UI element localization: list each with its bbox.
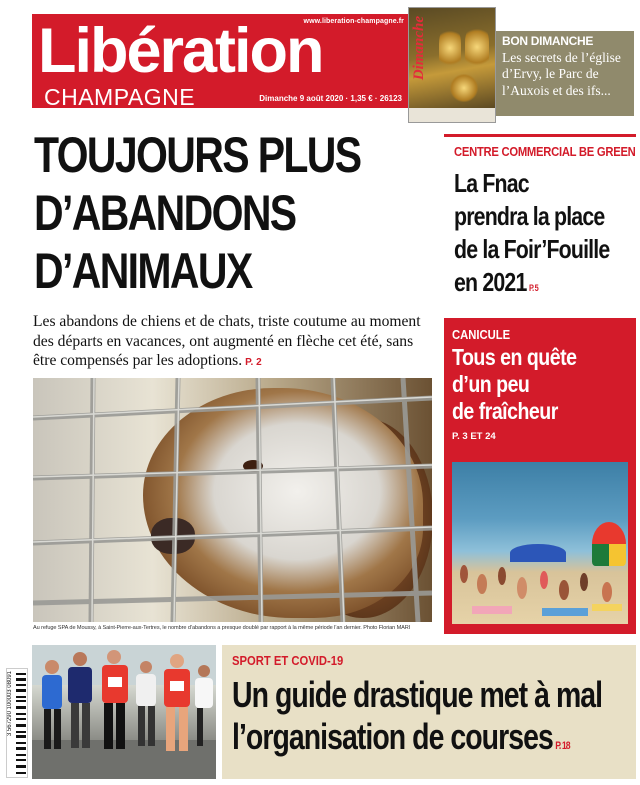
canicule-title-line: de fraîcheur [452, 398, 558, 424]
masthead-logo: Libération [38, 16, 323, 86]
fnac-page-ref[interactable]: P. 5 [528, 283, 538, 293]
sport-page-ref[interactable]: P. 18 [555, 740, 570, 752]
sport-title-line: Un guide drastique met à mal [232, 674, 603, 715]
main-headline-line: TOUJOURS PLUS [34, 127, 361, 183]
fnac-title-line-last [454, 266, 626, 305]
dimanche-logo: Dimanche [411, 16, 427, 81]
bon-dimanche-teaser[interactable] [496, 31, 634, 116]
sport-kicker: SPORT ET COVID-19 [232, 654, 344, 668]
runners-photo [32, 645, 216, 779]
sport-story[interactable] [222, 645, 636, 779]
barcode-number: 3 567290 100003 08091 [7, 671, 13, 737]
sport-title [232, 674, 640, 767]
canicule-title-line: d’un peu [452, 371, 530, 397]
main-headline-line: D’ABANDONS [34, 185, 296, 241]
dimanche-magazine-thumbnail[interactable] [408, 7, 496, 123]
main-headline[interactable] [34, 126, 362, 300]
fnac-kicker: CENTRE COMMERCIAL BE GREEN [454, 145, 636, 159]
masthead-subtitle: CHAMPAGNE [44, 84, 196, 110]
cage-wire-grid [33, 378, 432, 622]
main-page-ref[interactable]: P. 2 [245, 357, 262, 368]
beach-crowd [452, 554, 628, 624]
fnac-title-line: La Fnac [454, 168, 529, 198]
photo-caption: Au refuge SPA de Moussy, à Saint-Pierre-aux-Tertres, le nombre d’abandons a presque doublé par rapport à la même période l’an dernier. Photo Florian MARI [33, 625, 411, 631]
fnac-story[interactable] [444, 134, 636, 312]
canicule-title [452, 344, 631, 425]
canicule-title-line: Tous en quête [452, 344, 577, 370]
church-window-image [465, 24, 489, 70]
church-window-image [439, 26, 461, 70]
sport-title-line-last [232, 716, 640, 767]
dog-photo [33, 378, 432, 622]
canicule-kicker: CANICULE [452, 328, 511, 342]
masthead-url[interactable]: www.liberation-champagne.fr [303, 18, 404, 25]
main-lead-text: Les abandons de chiens et de chats, triste coutume au moment des départs en vacances, ont augmenté en flèche cet été, sans être compensés par les adoptions. [33, 313, 421, 369]
sport-title-line: l’organisation de courses [232, 716, 553, 757]
beach-photo [452, 462, 628, 624]
runners-illustration [32, 645, 216, 779]
masthead [32, 14, 408, 108]
barcode [6, 668, 28, 778]
main-lead [33, 312, 438, 373]
canicule-story[interactable] [444, 318, 636, 634]
bon-dimanche-kicker: BON DIMANCHE [502, 34, 594, 48]
fnac-title-line: de la Foir’Fouille [454, 234, 610, 264]
bon-dimanche-text: Les secrets de l’église d’Ervy, le Parc de l’Auxois et des ifs... [502, 50, 621, 98]
masthead-date-price: Dimanche 9 août 2020 · 1,35 € · 26123 [259, 94, 402, 103]
fnac-title-line: en 2021 [454, 267, 527, 297]
canicule-page-ref[interactable]: P. 3 ET 24 [452, 431, 496, 442]
main-headline-line: D’ANIMAUX [34, 243, 252, 299]
church-window-image [449, 74, 479, 102]
dimanche-footer [409, 108, 495, 122]
fnac-title-line: prendra la place [454, 201, 605, 231]
fnac-title [454, 167, 626, 305]
